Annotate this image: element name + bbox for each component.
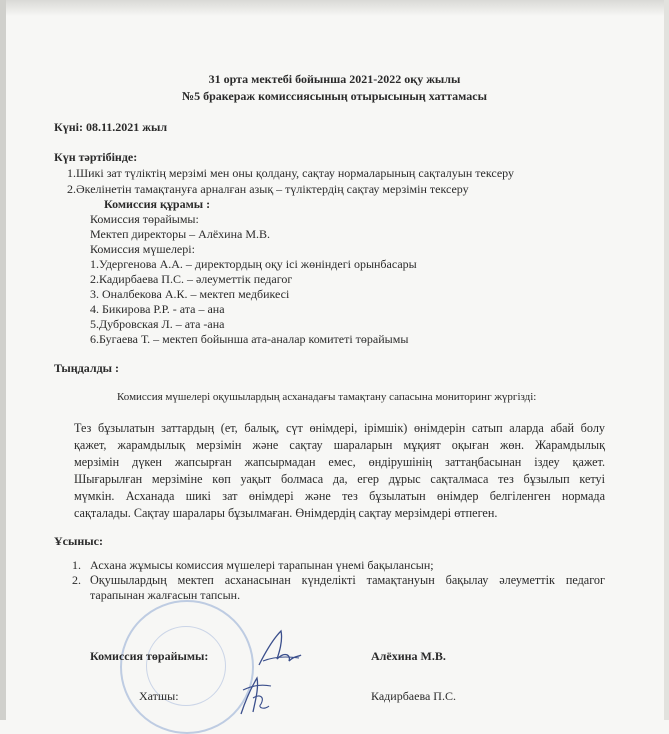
listened-paragraph-line: қажет, жарамдылық мерзімін және сақтау шараларын мұқият оқыған жөн. Жарамдылық [74, 438, 605, 452]
commission-heading: Комиссия құрамы : [104, 197, 211, 211]
signature-secretary-label: Хатшы: [139, 689, 179, 703]
agenda-heading: Күн тәртібінде: [54, 150, 138, 164]
scan-left-edge [0, 0, 6, 720]
chair-signature [255, 625, 305, 673]
listened-paragraph-line: Тез бұзылатын заттардың (ет, балық, сүт өнімдері, ірімшік) өнімдерін сатып аларда абай болу [74, 421, 605, 435]
agenda-item-2: 2.Әкелінетін тамақтануға арналған азық – түліктердің сақтау мерзімін тексеру [67, 182, 469, 196]
proposal-item-text: тарапынан жалғасын тапсын. [90, 588, 241, 602]
commission-member: 1.Удергенова А.А. – директордың оқу ісі жөніндегі орынбасары [90, 257, 417, 271]
commission-member: 2.Кадирбаева П.С. – әлеуметтік педагог [90, 272, 293, 286]
agenda-item-1: 1.Шикі зат түліктің мерзімі мен оны қолдану, сақтау нормаларының сақталуын тексеру [67, 166, 515, 180]
secretary-signature [235, 668, 275, 720]
listened-paragraph-line: сақталады. Сақтау шаралары бұзылмаған. Өнімдердің сақтау мерзімдері өтпеген. [74, 506, 498, 520]
document-title-line-2: №5 бракераж комиссиясының отырысының хаттамасы [182, 89, 487, 103]
scan-top-edge [0, 0, 669, 16]
proposal-item-text: Оқушылардың мектеп асханасынан күнделікті тамақтануын бақылау әлеуметтік педагог [90, 573, 605, 587]
scan-right-edge [664, 0, 669, 720]
commission-chair: Мектеп директоры – Алёхина М.В. [90, 227, 270, 241]
proposal-item-number: 2. [72, 573, 81, 587]
document-title-line-1: 31 орта мектебі бойынша 2021-2022 оқу жылы [208, 72, 461, 86]
proposal-heading: Ұсыныс: [54, 534, 103, 548]
commission-members-label: Комиссия мүшелері: [90, 242, 195, 256]
proposal-item-number: 1. [72, 558, 81, 572]
listened-paragraph-line: Шығарылған мерзіміне көп уақыт болмаса да, егер дұрыс сақталмаса тез бұзылып кетуі [74, 472, 605, 486]
listened-paragraph-line: мүмкін. Асханада шикі зат өнімдері және тез бұзылатын өнімдер белгіленген нормада [74, 489, 605, 503]
proposal-item-text: Асхана жұмысы комиссия мүшелері тарапынан үнемі бақылансын; [90, 558, 434, 572]
commission-member: 6.Бугаева Т. – мектеп бойынша ата-аналар комитеті төрайымы [90, 332, 409, 346]
commission-member: 4. Бикирова Р.Р. - ата – ана [90, 302, 225, 316]
signature-chair-name: Алёхина М.В. [371, 649, 446, 663]
commission-chair-label: Комиссия төрайымы: [90, 212, 199, 226]
signature-secretary-name: Кадирбаева П.С. [371, 689, 456, 703]
commission-member: 3. Оналбекова А.К. – мектеп медбикесі [90, 287, 290, 301]
signature-chair-label: Комиссия төрайымы: [90, 649, 209, 663]
meeting-date: Күні: 08.11.2021 жыл [54, 120, 168, 134]
listened-intro: Комиссия мүшелері оқушылардың асханадағы тамақтану сапасына мониторинг жүргізді: [117, 391, 537, 403]
listened-heading: Тыңдалды : [54, 361, 120, 375]
commission-member: 5.Дубровская Л. – ата -ана [90, 317, 225, 331]
listened-paragraph-line: мерзімін дүкен жапсырған жапсырмадан емес, өндірушінің заттаңбасынан іздеу қажет. [74, 455, 605, 469]
